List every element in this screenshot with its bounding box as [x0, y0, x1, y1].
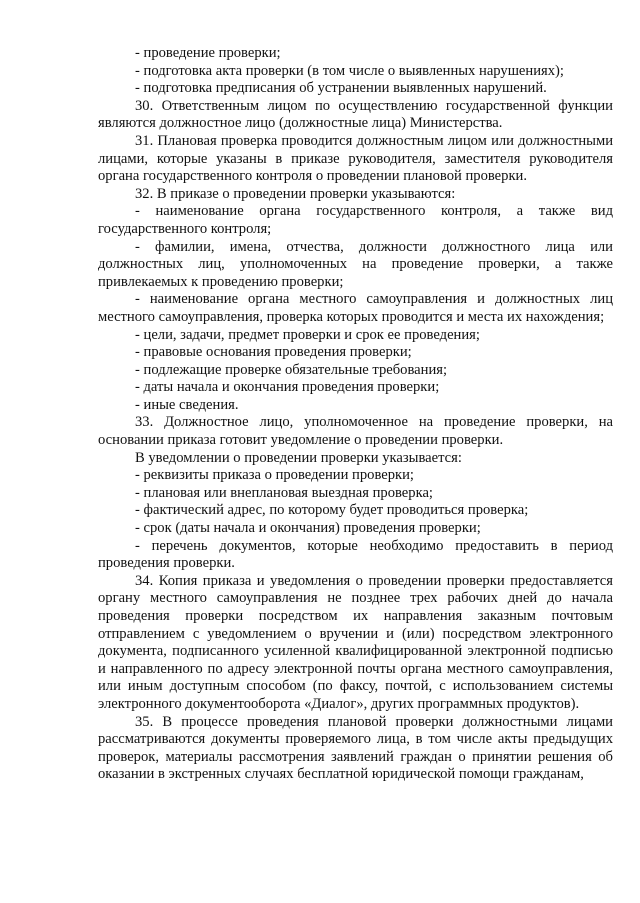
list-item: - плановая или внеплановая выездная проверка; [135, 484, 433, 501]
list-item: - правовые основания проведения проверки; [135, 344, 412, 361]
list-item: - даты начала и окончания проведения проверки; [135, 379, 440, 396]
list-item: - фамилии, имена, отчества, должности должностного лица или должностных лиц, уполномоченных на проведение проверки, а также привлекаемых к проведению проверки; [98, 238, 613, 290]
list-item: - срок (даты начала и окончания) проведения проверки; [135, 520, 481, 537]
list-item: - иные сведения. [135, 396, 239, 413]
list-item: - подготовка предписания об устранении выявленных нарушений. [135, 80, 547, 97]
list-item: - подготовка акта проверки (в том числе о выявленных нарушениях); [135, 62, 564, 79]
paragraph-30: 30. Ответственным лицом по осуществлению государственной функции являются должностное лицо (должностные лица) Министерства. [98, 97, 613, 132]
document-page [98, 45, 613, 784]
paragraph-notice-intro: В уведомлении о проведении проверки указывается: [135, 449, 462, 466]
list-item: - цели, задачи, предмет проверки и срок ее проведения; [135, 326, 480, 343]
list-item: - наименование органа государственного контроля, а также вид государственного контроля; [98, 203, 613, 237]
list-item: - перечень документов, которые необходимо предоставить в период проведения проверки. [98, 537, 613, 572]
paragraph-31: 31. Плановая проверка проводится должностным лицом или должностными лицами, которые указаны в приказе руководителя, заместителя руководителя органа государственного контроля о проведении плановой проверки. [98, 132, 613, 185]
list-item: - наименование органа местного самоуправления и должностных лиц местного самоуправления, проверка которых проводится и места их нахождения; [98, 291, 613, 325]
paragraph-32: 32. В приказе о проведении проверки указываются: [135, 185, 456, 202]
paragraph-35: 35. В процессе проведения плановой проверки должностными лицами рассматриваются документы проверяемого лица, в том числе акты предыдущих проверок, материалы рассмотрения заявлений граждан о принятии решения об оказании в экстренных случаях бесплатной юридической помощи гражданам, [98, 713, 613, 783]
list-item: - реквизиты приказа о проведении проверки; [135, 467, 414, 484]
list-item: - проведение проверки; [135, 45, 281, 61]
paragraph-34: 34. Копия приказа и уведомления о проведении проверки предоставляется органу местного самоуправления не позднее трех рабочих дней до начала проведения проверки посредством их направления заказным почтовым отправлением с уведомлением о вручении и (или) посредством электронного документа, подписанного усиленной квалифицированной электронной подписью и направленного по адресу электронной почты органа местного самоуправления, или иным доступным способом (по факсу, почтой, с использованием системы электронного документооборота «Диалог», других программных продуктов). [98, 572, 613, 712]
list-item: - фактический адрес, по которому будет проводиться проверка; [135, 502, 529, 519]
list-item: - подлежащие проверке обязательные требования; [135, 361, 448, 378]
paragraph-33: 33. Должностное лицо, уполномоченное на проведение проверки, на основании приказа готовит уведомление о проведении проверки. [98, 414, 613, 449]
